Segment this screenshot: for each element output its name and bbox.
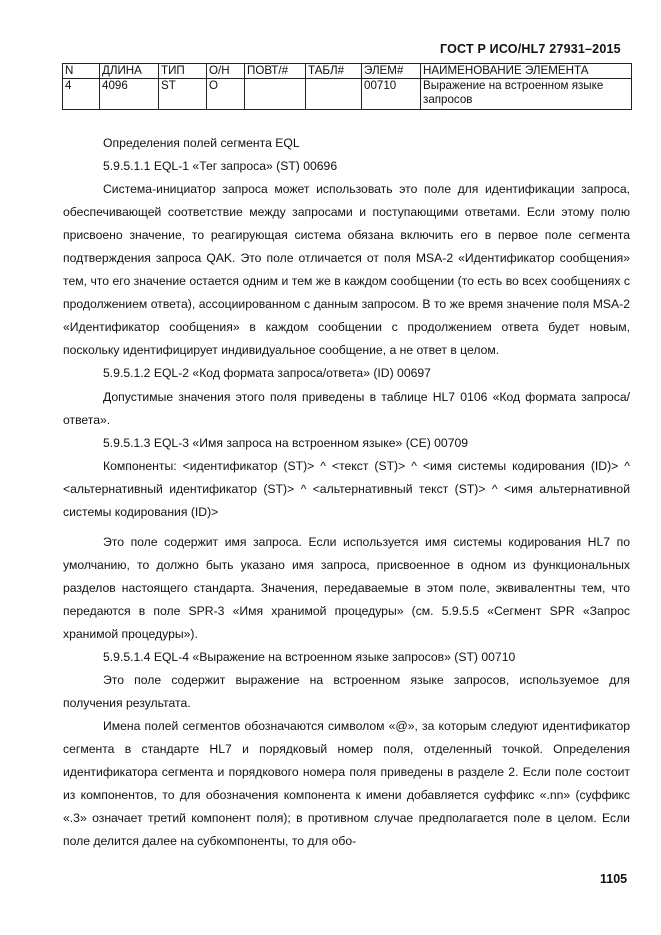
subsection-heading: 5.9.5.1.3 EQL-3 «Имя запроса на встроенном языке» (CE) 00709 <box>103 435 469 450</box>
subsection-heading: 5.9.5.1.4 EQL-4 «Выражение на встроенном языке запросов» (ST) 00710 <box>103 650 516 665</box>
table-header-row <box>63 64 632 79</box>
paragraph: Имена полей сегментов обозначаются символом «@», за которым следуют идентификатор сегмента в стандарте HL7 и порядковый номер поля, отделенный точкой. Определения идентификатора сегмента и порядкового номера поля приведены в разделе 2. Если поле состоит из компонентов, то для обозначения компонента к имени добавляется суффикс «.nn» (суффикс «.3» означает третий компонент поля); в противном случае предполагается поле в целом. Если поле делится далее на субкомпоненты, то для обо- <box>63 719 630 849</box>
col-header-n: N <box>63 64 100 79</box>
segment-field-table <box>62 63 632 110</box>
col-header-optionality: О/Н <box>207 64 245 79</box>
col-header-element: ЭЛЕМ# <box>362 64 421 79</box>
paragraph: Это поле содержит выражение на встроенном языке запросов, используемое для получения результата. <box>63 673 630 711</box>
document-header: ГОСТ Р ИСО/HL7 27931–2015 <box>440 42 621 56</box>
cell-type: ST <box>159 79 207 110</box>
col-header-repeat: ПОВТ/# <box>245 64 306 79</box>
cell-n: 4 <box>63 79 100 110</box>
page-number: 1105 <box>600 872 628 886</box>
cell-length: 4096 <box>100 79 159 110</box>
col-header-length: ДЛИНА <box>100 64 159 79</box>
paragraph: Система-инициатор запроса может использовать это поле для идентификации запроса, обеспечивающей соответствие между запросами и поступающими ответами. Если этому полю присвоено значение, то реагирующая система обязана включить его в первое поле сегмента подтверждения запроса QAK. Это поле отличается от поля MSA-2 «Идентификатор сообщения» тем, что его значение остается одним и тем же в каждом сообщении (то есть во всех сообщениях с продолжением ответа), ассоциированном с данным запросом. В то же время значение поля MSA-2 «Идентификатор сообщения» в каждом сообщении с продолжением ответа будет новым, поскольку идентифицирует индивидуальное сообщение, а не ответ в целом. <box>63 182 630 358</box>
paragraph: Это поле содержит имя запроса. Если используется имя системы кодирования HL7 по умолчанию, то должно быть указано имя запроса, присвоенное в одном из функциональных разделов настоящего стандарта. Значения, передаваемые в этом поле, эквивалентны тем, что передаются в поле SPR-3 «Имя хранимой процедуры» (см. 5.9.5.5 «Сегмент SPR «Запрос хранимой процедуры»). <box>63 534 630 641</box>
table-row <box>63 79 632 110</box>
cell-optionality: О <box>207 79 245 110</box>
col-header-type: ТИП <box>159 64 207 79</box>
paragraph: Компоненты: <идентификатор (ST)> ^ <текст (ST)> ^ <имя системы кодирования (ID)> ^ <альтернативный идентификатор (ST)> ^ <альтернативный текст (ST)> ^ <имя альтернативной системы кодирования (ID)> <box>63 458 630 519</box>
cell-element-name: Выражение на встроенном языке запросов <box>421 79 632 110</box>
body-text <box>63 132 630 853</box>
cell-element: 00710 <box>362 79 421 110</box>
subsection-heading: 5.9.5.1.2 EQL-2 «Код формата запроса/ответа» (ID) 00697 <box>103 366 431 381</box>
col-header-element-name: НАИМЕНОВАНИЕ ЭЛЕМЕНТА <box>421 64 632 79</box>
section-heading: Определения полей сегмента EQL <box>103 136 300 150</box>
col-header-table: ТАБЛ# <box>306 64 362 79</box>
subsection-heading: 5.9.5.1.1 EQL-1 «Тег запроса» (ST) 00696 <box>103 159 338 174</box>
paragraph: Допустимые значения этого поля приведены в таблице HL7 0106 «Код формата запроса/ответа». <box>63 389 630 427</box>
cell-table <box>306 79 362 110</box>
cell-repeat <box>245 79 306 110</box>
